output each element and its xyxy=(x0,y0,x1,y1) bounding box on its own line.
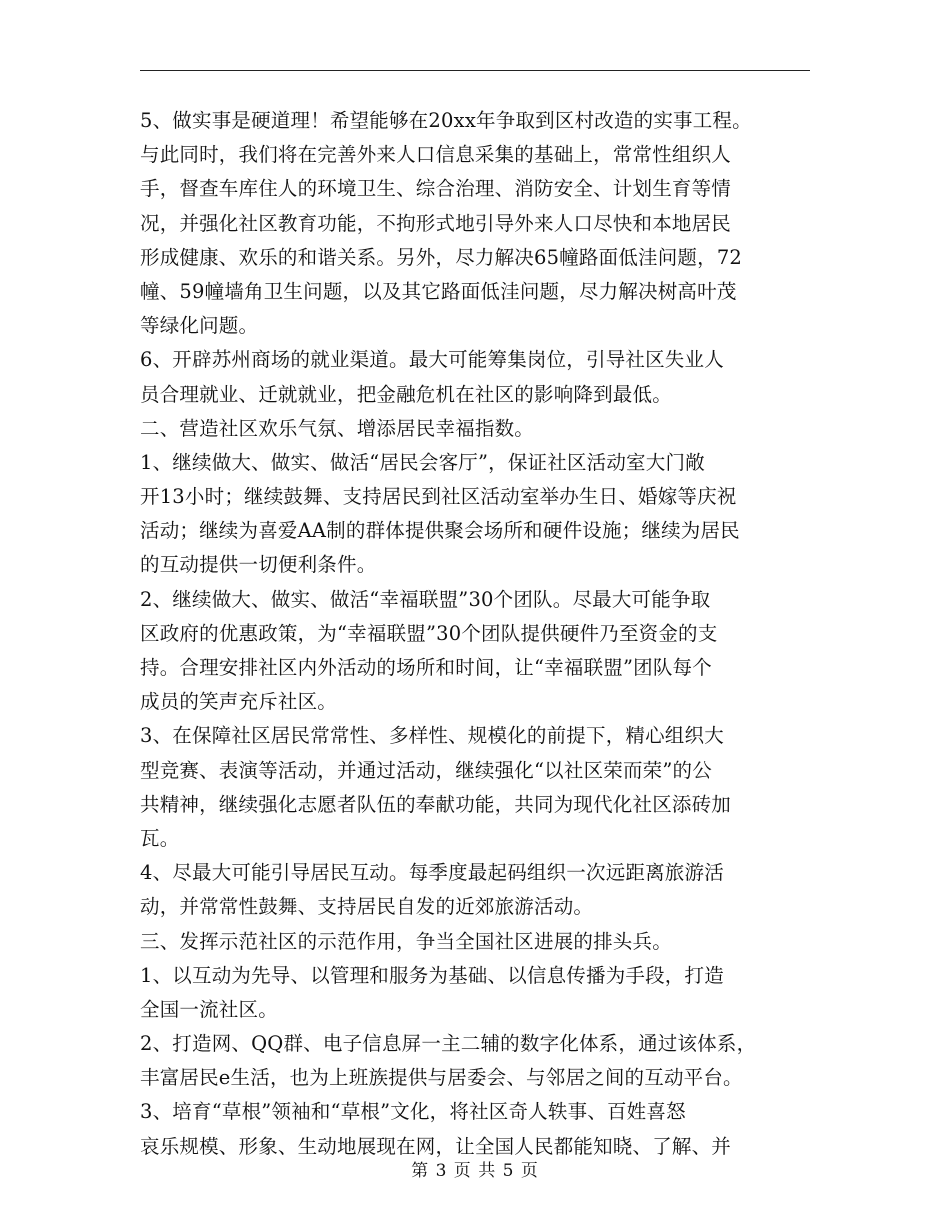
text-line: 活动；继续为喜爱AA制的群体提供聚会场所和硬件设施；继续为居民 xyxy=(140,519,740,543)
text-line: 6、开辟苏州商场的就业渠道。最大可能筹集岗位，引导社区失业人 xyxy=(140,348,724,372)
section-heading: 三、发挥示范社区的示范作用，争当全国社区进展的排头兵。 xyxy=(140,929,672,953)
text-line: 况，并强化社区教育功能，不拘形式地引导外来人口尽快和本地居民 xyxy=(140,211,732,235)
text-line: 等绿化问题。 xyxy=(140,314,259,338)
text-line: 全国一流社区。 xyxy=(140,997,278,1021)
text-line: 共精神，继续强化志愿者队伍的奉献功能，共同为现代化社区添砖加 xyxy=(140,792,732,816)
text-line: 区政府的优惠政策，为“幸福联盟”30个团队提供硬件乃至资金的支 xyxy=(140,621,718,645)
text-line: 1、以互动为先导、以管理和服务为基础、以信息传播为手段，打造 xyxy=(140,963,724,987)
text-line: 动，并常常性鼓舞、支持居民自发的近郊旅游活动。 xyxy=(140,895,594,919)
text-line: 持。合理安排社区内外活动的场所和时间，让“幸福联盟”团队每个 xyxy=(140,656,712,679)
text-line: 瓦。 xyxy=(140,826,180,850)
text-line: 2、打造网、QQ群、电子信息屏一主二辅的数字化体系，通过该体系， xyxy=(140,1032,757,1056)
text-line: 1、继续做大、做实、做活“居民会客厅”，保证社区活动室大门敞 xyxy=(140,450,705,474)
page-number-footer: 第 3 页 共 5 页 xyxy=(411,1161,539,1181)
text-line: 3、培育“草根”领袖和“草根”文化，将社区奇人轶事、百姓喜怒 xyxy=(140,1100,686,1124)
text-line: 成员的笑声充斥社区。 xyxy=(140,690,338,714)
text-line: 的互动提供一切便利条件。 xyxy=(140,553,377,577)
text-line: 与此同时，我们将在完善外来人口信息采集的基础上，常常性组织人 xyxy=(140,143,732,167)
text-line: 2、继续做大、做实、做活“幸福联盟”30个团队。尽最大可能争取 xyxy=(140,587,711,611)
text-line: 手，督查车库住人的环境卫生、综合治理、消防安全、计划生育等情 xyxy=(140,177,732,201)
text-line: 型竞赛、表演等活动，并通过活动，继续强化“以社区荣而荣”的公 xyxy=(140,758,712,782)
text-line: 幢、59幢墙角卫生问题，以及其它路面低洼问题，尽力解决树高叶茂 xyxy=(140,279,737,303)
text-line: 3、在保障社区居民常常性、多样性、规模化的前提下，精心组织大 xyxy=(140,724,724,748)
section-heading: 二、营造社区欢乐气氛、增添居民幸福指数。 xyxy=(140,416,535,440)
text-line: 形成健康、欢乐的和谐关系。另外，尽力解决65幢路面低洼问题，72 xyxy=(140,245,743,269)
document-body xyxy=(140,104,820,1164)
text-line: 哀乐规模、形象、生动地展现在网，让全国人民都能知晓、了解、并 xyxy=(140,1134,732,1158)
text-line: 丰富居民e生活，也为上班族提供与居委会、与邻居之间的互动平台。 xyxy=(140,1066,743,1090)
text-line: 4、尽最大可能引导居民互动。每季度最起码组织一次远距离旅游活 xyxy=(140,861,724,885)
text-line: 开13小时；继续鼓舞、支持居民到社区活动室举办生日、婚嫁等庆祝 xyxy=(140,485,737,509)
text-line: 员合理就业、迁就就业，把金融危机在社区的影响降到最低。 xyxy=(140,382,672,406)
text-line: 5、做实事是硬道理！希望能够在20xx年争取到区村改造的实事工程。 xyxy=(140,109,752,132)
header-rule xyxy=(140,70,810,71)
